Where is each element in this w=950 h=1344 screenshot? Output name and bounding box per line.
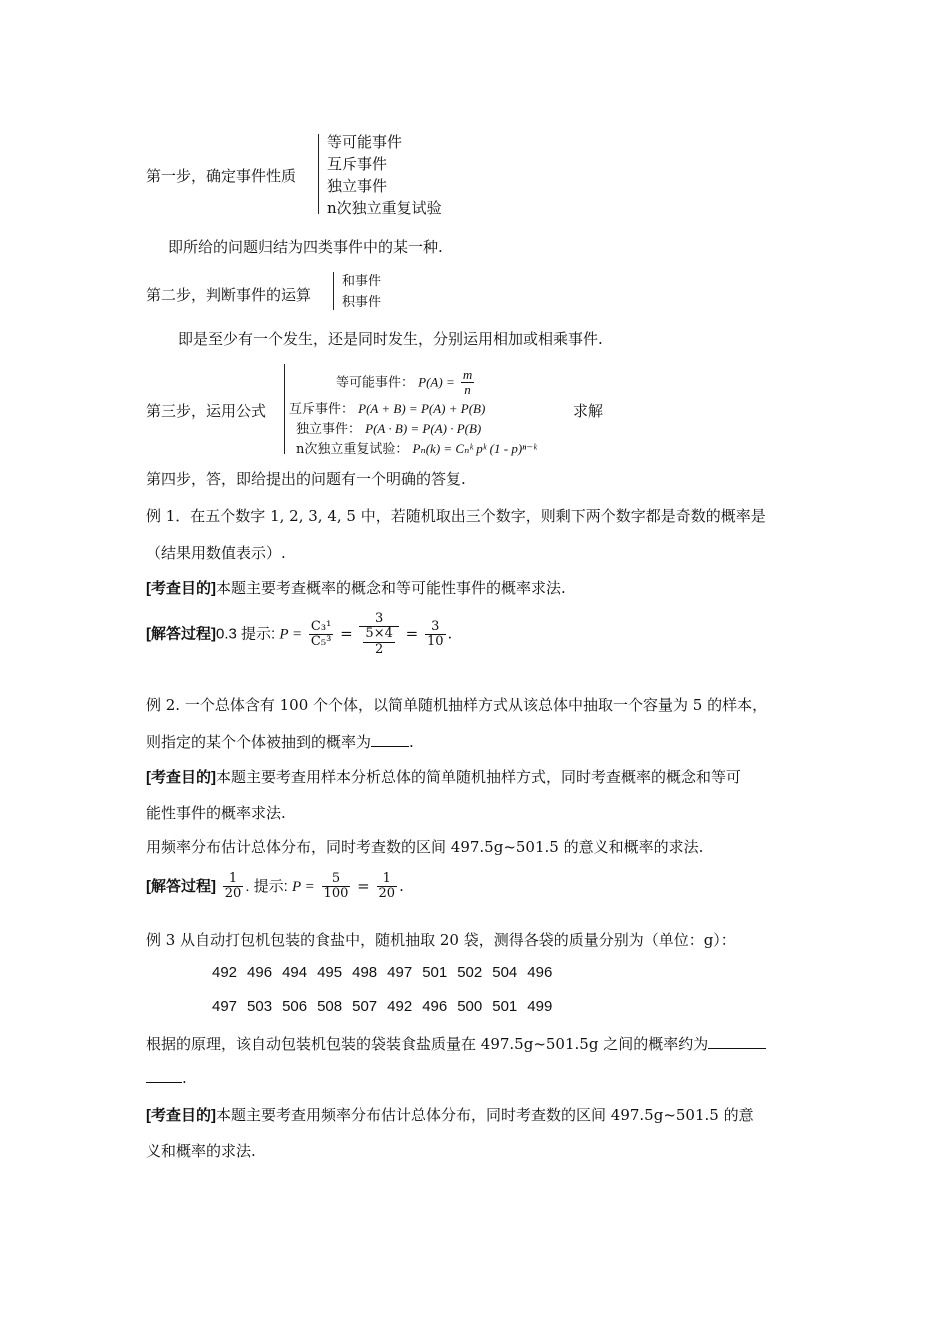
step2-note: 即是至少有一个发生，还是同时发生，分别运用相加或相乘事件. [178,330,603,348]
fraction-denominator [359,627,398,657]
data-value: 492 [212,964,238,981]
ex1-answer [146,612,452,657]
answer-dot: . [447,624,453,643]
data-value: 495 [317,964,343,981]
fraction-denominator: n [464,382,471,398]
ex3-line2 [146,1033,766,1054]
step1-item-3: 独立事件 [327,177,388,195]
purpose-tag: [考查目的] [146,769,216,786]
step1-label: 第一步，确定事件性质 [146,167,297,185]
ex2-purpose-line2: 能性事件的概率求法. [146,804,286,822]
fraction-numerator: m [462,367,473,382]
purpose-text: 本题主要考查概率的概念和等可能性事件的概率求法. [216,579,566,597]
step2-item-2: 积事件 [342,295,382,310]
answer-equals: = [340,624,353,643]
answer-tag: [解答过程] [146,877,216,895]
ex3-line2-text: 根据的原理，该自动包装机包装的袋装食盐质量在 497.5g~501.5g 之间的概率约为 [146,1035,709,1053]
answer-hint: . 提示: [245,877,292,895]
data-value: 494 [282,964,308,981]
step3-label: 第三步，运用公式 [146,402,267,420]
result-fraction [377,872,398,902]
answer-blank-continued [146,1068,182,1083]
purpose-tag: [考查目的] [146,1107,216,1124]
data-value: 497 [212,998,238,1015]
ex3-line3-end: . [182,1069,187,1087]
fraction-numerator: 5 [322,872,351,887]
fraction-denominator: 100 [323,886,349,902]
data-value: 502 [457,964,483,981]
answer-combination-fraction [309,620,333,650]
fraction-numerator: 1 [223,872,244,887]
step2-brace [333,272,334,310]
formula-bernoulli [296,438,537,457]
answer-p-eq: P = [279,626,303,643]
data-value: 496 [527,964,553,981]
formula-independent [296,418,481,437]
ex1-line1: 例 1．在五个数字 1, 2, 3, 4, 5 中，若随机取出三个数字，则剩下两个数字都是奇数的概率是 [146,507,766,525]
answer-tag: [解答过程] [146,625,216,643]
answer-prefix: 0.3 提示: [216,625,280,643]
answer-blank [371,732,409,747]
data-value: 508 [317,998,343,1015]
formula-mutually-exclusive-expr: P(A + B) = P(A) + P(B) [358,401,486,416]
data-value: 499 [527,998,553,1015]
fraction-numerator: 3 [359,612,398,627]
answer-nested-fraction [359,612,398,657]
ex1-purpose [146,577,566,598]
ex3-line3 [146,1068,187,1087]
step3-brace [284,364,285,454]
ex2-answer [146,872,404,902]
inner-fraction [363,627,394,657]
inner-numerator: 5×4 [365,626,393,642]
formula-equiprobable-label: 等可能事件： [336,375,415,391]
formula-equiprobable-lhs: P(A) = [418,374,455,390]
ex2-extra: 用频率分布估计总体分布，同时考查数的区间 497.5g~501.5 的意义和概率的求法. [146,838,704,856]
inner-denominator: 2 [375,641,384,657]
formula-equiprobable-fraction [461,368,474,398]
fraction-numerator: C₃¹ [310,618,332,634]
step1-brace [318,134,319,214]
data-value: 496 [422,998,448,1015]
fraction-denominator: C₅³ [310,633,332,649]
data-value: 506 [282,998,308,1015]
answer-equals: = [357,876,370,895]
data-value: 501 [422,964,448,981]
data-value: 504 [492,964,518,981]
data-value: 498 [352,964,378,981]
ex2-purpose-line1 [146,766,741,787]
data-value: 501 [492,998,518,1015]
answer-blank [708,1034,766,1049]
data-value: 496 [247,964,273,981]
ex3-data-row2 [212,998,562,1015]
formula-independent-label: 独立事件： [296,422,362,437]
data-value: 497 [387,964,413,981]
fraction-denominator: 10 [427,633,444,649]
formula-mutually-exclusive-label: 互斥事件： [289,402,355,417]
purpose-tag: [考查目的] [146,580,216,597]
fraction-numerator: 3 [425,620,446,635]
ex2-line1: 例 2. 一个总体含有 100 个个体，以简单随机抽样方式从该总体中抽取一个容量为 5 的样本， [146,696,768,714]
purpose-text: 本题主要考查用频率分布估计总体分布，同时考查数的区间 497.5g~501.5 的意 [216,1106,754,1124]
answer-dot: . [399,876,404,895]
fraction-numerator: 1 [377,872,398,887]
formula-equiprobable [336,368,476,398]
data-value: 500 [457,998,483,1015]
ex2-line2-text: 则指定的某个个体被抽到的概率为 [146,733,372,751]
ex2-line2 [146,731,414,752]
ex1-line2: （结果用数值表示）. [146,544,286,562]
data-value: 507 [352,998,378,1015]
ex3-data-row1 [212,964,562,981]
fraction-denominator: 20 [224,886,242,902]
formula-bernoulli-expr: Pₙ(k) = Cₙᵏ pᵏ (1 - p)ⁿ⁻ᵏ [412,441,537,456]
step1-item-2: 互斥事件 [327,155,388,173]
answer-equals: = [405,624,419,643]
step3-suffix: 求解 [573,402,604,420]
step1-item-4: n次独立重复试验 [327,199,442,217]
formula-mutually-exclusive [289,398,485,417]
step1-item-1: 等可能事件 [327,133,403,151]
formula-bernoulli-label: n次独立重复试验： [296,442,409,457]
fraction-denominator: 20 [378,886,396,902]
data-value: 492 [387,998,413,1015]
ex3-purpose-line2: 义和概率的求法. [146,1142,256,1160]
step1-note: 即所给的问题归结为四类事件中的某一种. [168,238,443,256]
step2-label: 第二步，判断事件的运算 [146,286,312,304]
data-value: 503 [247,998,273,1015]
ex2-line2-end: . [409,733,414,751]
ex3-purpose-line1 [146,1104,754,1125]
step2-item-1: 和事件 [342,274,382,289]
hint-fraction [322,872,351,902]
step4-text: 第四步，答，即给提出的问题有一个明确的答复. [146,470,466,488]
purpose-text: 本题主要考查用样本分析总体的简单随机抽样方式，同时考查概率的概念和等可 [216,768,742,786]
formula-independent-expr: P(A · B) = P(A) · P(B) [365,421,482,436]
answer-result-fraction [425,620,446,650]
answer-fraction [223,872,244,902]
ex3-line1: 例 3 从自动打包机包装的食盐中，随机抽取 20 袋，测得各袋的质量分别为（单位：g）： [146,931,736,949]
answer-p-eq: P = [292,878,315,895]
